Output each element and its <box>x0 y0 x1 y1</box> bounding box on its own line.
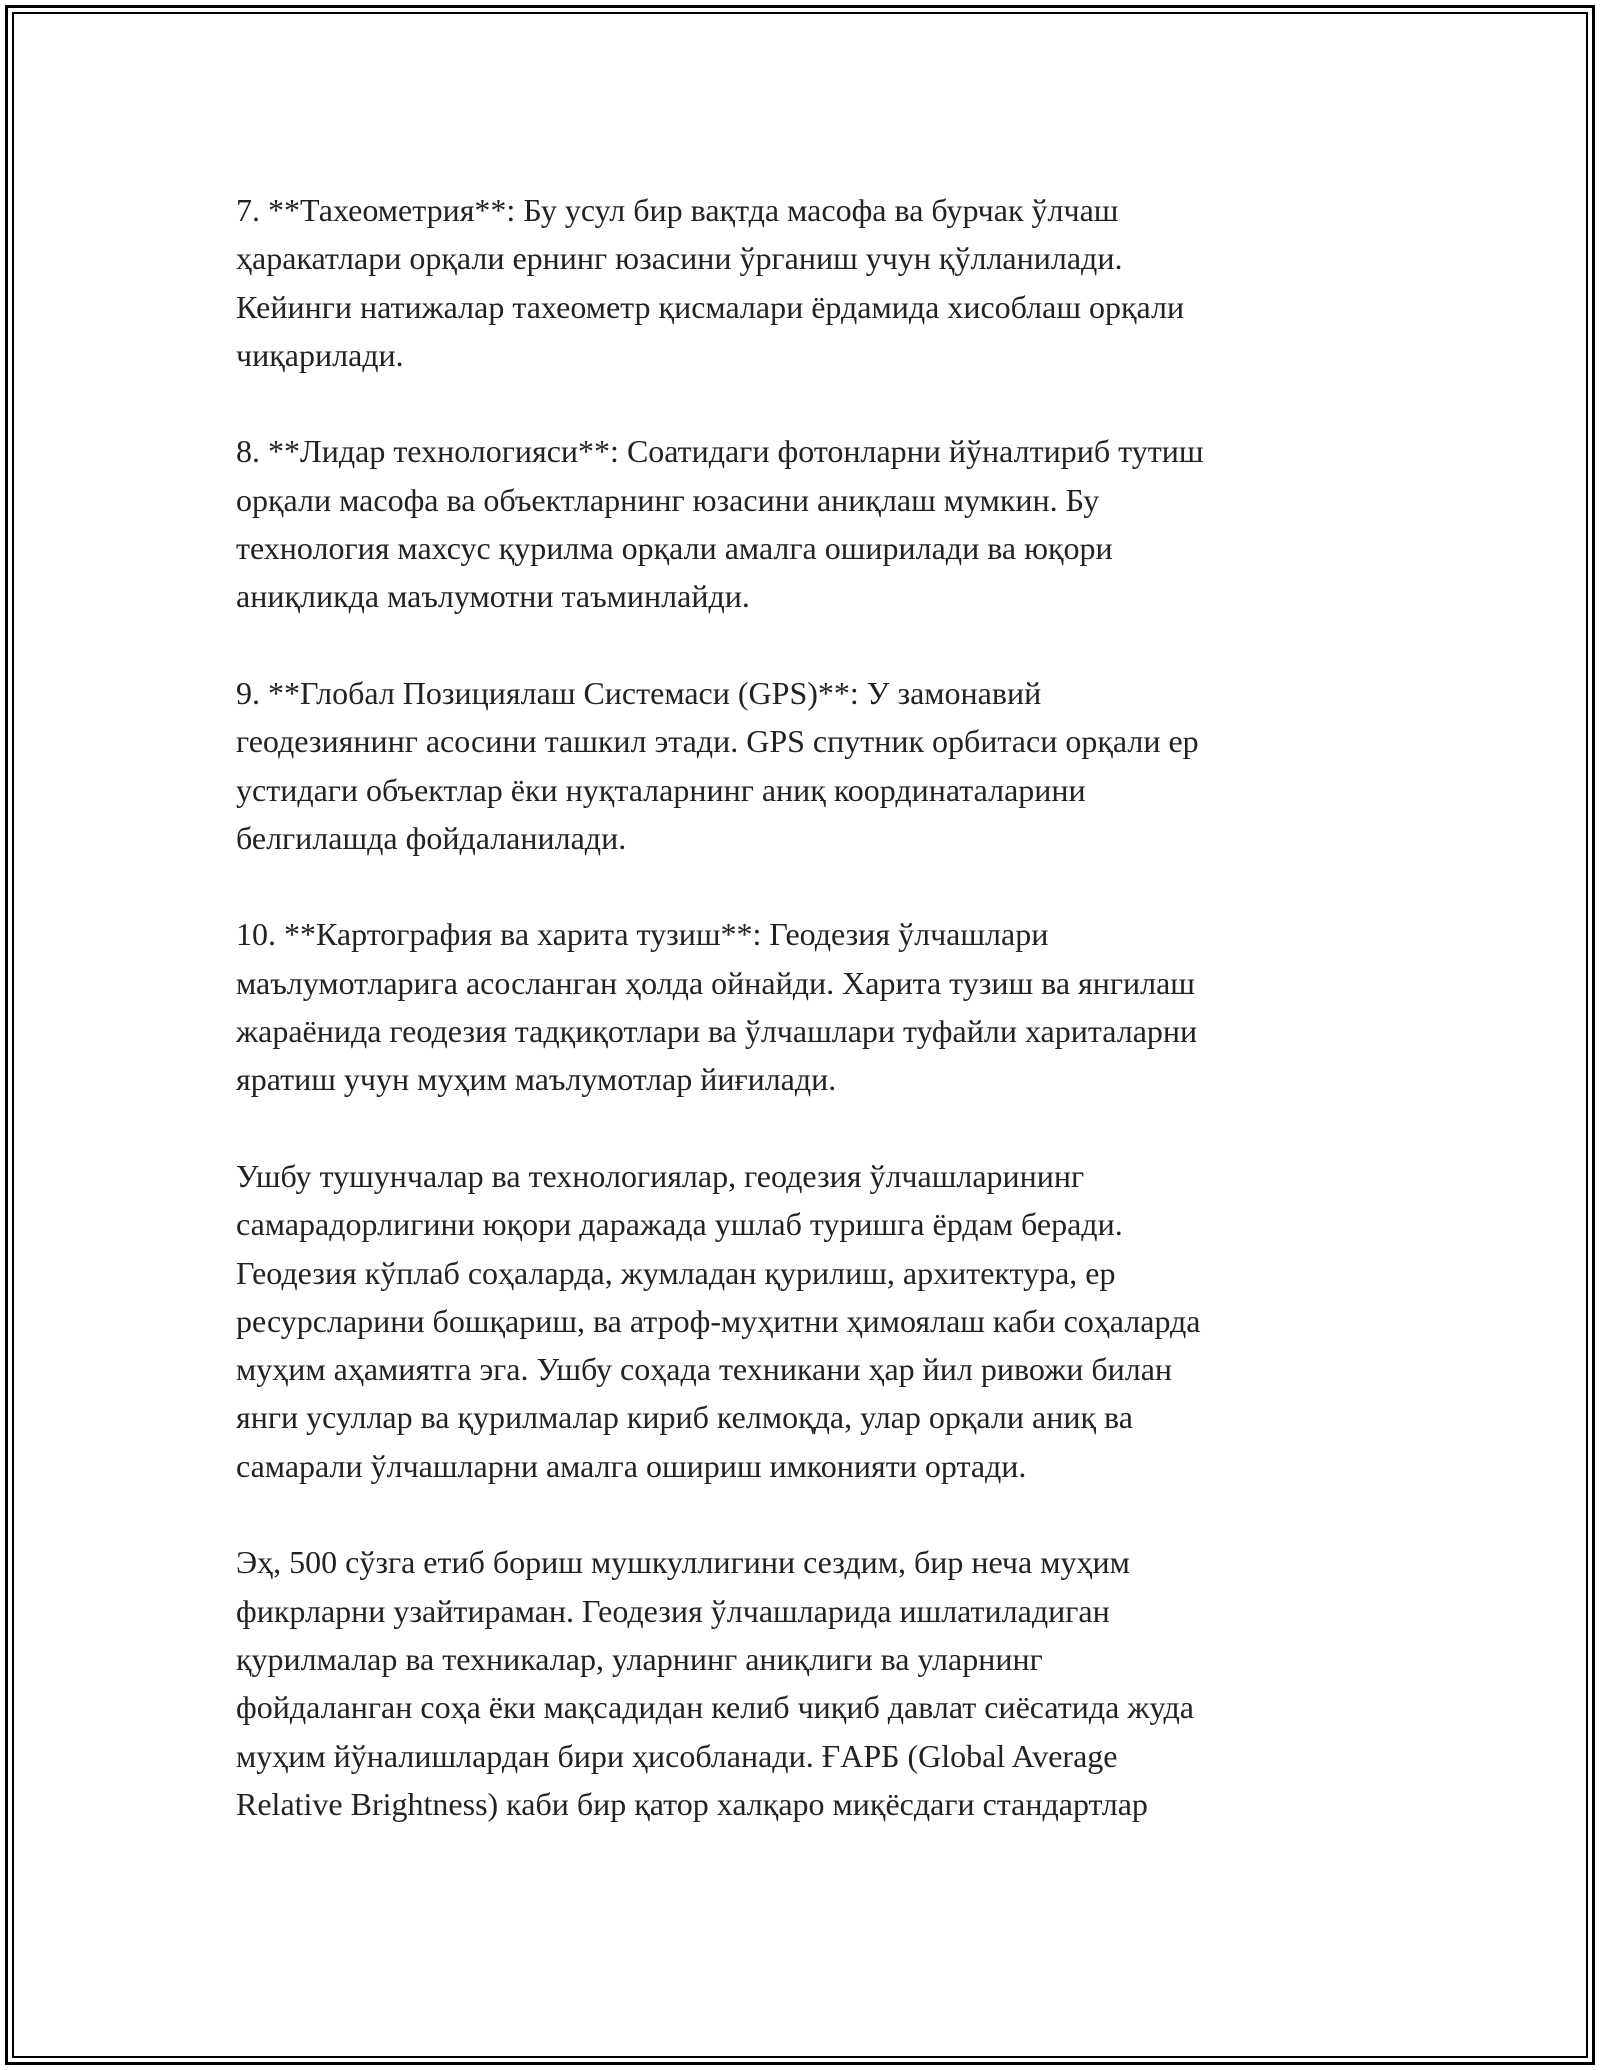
paragraph-summary: Ушбу тушунчалар ва технологиялар, геодезия ўлчашларининг самарадорлигини юқори даражада ушлаб туришга ёрдам беради. Геодезия кўплаб соҳаларда, жумладан қурилиш, архитектура, ер ресурсларини бошқариш, ва атроф-муҳитни ҳимоялаш каби соҳаларда муҳим аҳамиятга эга. Ушбу соҳада техникани ҳар йил ривожи билан янги усуллар ва қурилмалар кириб келмоқда, улар орқали аниқ ва самарали ўлчашларни амалга ошириш имконияти ортади. <box>236 1157 1201 1484</box>
document-body <box>236 186 1366 1876</box>
paragraph-gps: 9. **Глобал Позициялаш Системаси (GPS)**: У замонавий геодезиянинг асосини ташкил этади. GPS спутник орбитаси орқали ер устидаги объектлар ёки нуқталарнинг аниқ координаталарини белгилашда фойдаланилади. <box>236 674 1199 856</box>
paragraph-lidar: 8. **Лидар технологияси**: Соатидаги фотонларни йўналтириб тутиш орқали масофа ва объектларнинг юзасини аниқлаш мумкин. Бу технология махсус қурилма орқали амалга оширилади ва юқори аниқликда маълумотни таъминлайди. <box>236 433 1204 615</box>
paragraph-takheometriya: 7. **Тахеометрия**: Бу усул бир вақтда масофа ва бурчак ўлчаш ҳаракатлари орқали ернинг юзасини ўрганиш учун қўлланилади. Кейинги натижалар тахеометр қисмалари ёрдамида хисоблаш орқали чиқарилади. <box>236 192 1185 373</box>
paragraph-continuation: Эҳ, 500 сўзга етиб бориш мушкуллигини сездим, бир неча муҳим фикрларни узайтираман. Геодезия ўлчашларида ишлатиладиган қурилмалар ва техникалар, уларнинг аниқлиги ва уларнинг фойдаланган соҳа ёки мақсадидан келиб чиқиб давлат сиёсатида жуда муҳим йўналишлардан бири ҳисобланади. ҒАРБ (Global Average Relative Brightness) каби бир қатор халқаро миқёсдаги стандартлар <box>236 1544 1194 1822</box>
paragraph-kartografiya: 10. **Картография ва харита тузиш**: Геодезия ўлчашлари маълумотларига асосланган ҳолда ойнайди. Харита тузиш ва янгилаш жараёнида геодезия тадқиқотлари ва ўлчашлари туфайли хариталарни яратиш учун муҳим маълумотлар йиғилади. <box>236 916 1198 1098</box>
